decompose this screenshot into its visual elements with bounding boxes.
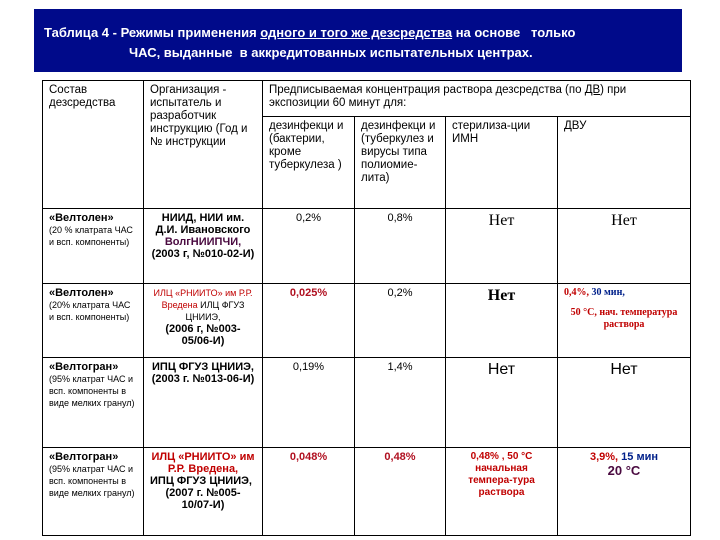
header-disinfection-tb: дезинфекци и (туберкулез и вирусы типа полиомие-лита) [355,117,446,209]
org-text: ИЛЦ «РНИИТО» им Р.Р. Вредена, [151,451,255,475]
value-tb: 1,4% [355,358,446,448]
product-name: «Велтогран» [49,361,119,373]
value-dvu-time: 15 мин [621,451,659,463]
value-tb: 0,8% [355,209,446,284]
value-sterilization: Нет [446,358,558,448]
table-row [43,284,691,358]
value-tb: 0,2% [355,284,446,358]
product-name: «Велтогран» [49,451,119,463]
title-text: Таблица 4 - Режимы применения [44,25,261,40]
regimes-table [42,80,691,536]
header-disinfection-bacteria: дезинфекци и (бактерии, кроме туберкулеза ) [263,117,355,209]
value-dvu: Нет [558,209,691,284]
product-desc: (95% клатрат ЧАС и всп. компоненты в виде мелких гранул) [49,464,135,498]
title-suffix: на основе только [452,25,576,40]
table-row [43,448,691,536]
header-sterilization: стерилиза-ции ИМН [446,117,558,209]
product-name: «Велтолен» [49,212,114,224]
table-row [43,209,691,284]
value-tb: 0,48% [355,448,446,536]
product-desc: (95% клатрат ЧАС и всп. компоненты в виде мелких гранул) [49,374,135,408]
header-organization: Организация - испытатель и разработчик инструкцию (Год и № инструкции [144,81,263,209]
value-dvu-temp: 50 °С, нач. температура раствора [570,307,678,330]
product-desc: (20 % клатрата ЧАС и всп. компоненты) [49,225,133,247]
value-bacteria: 0,19% [263,358,355,448]
org-text: ИПЦ ФГУЗ ЦНИИЭ, [152,361,254,373]
title-line2: ЧАС, выданные в аккредитованных испытательных центрах. [129,45,533,60]
value-bacteria: 0,2% [263,209,355,284]
value-dvu: 0,4%, [564,287,592,298]
org-text-b: ИЛЦ ФГУЗ ЦНИИЭ, [185,300,245,322]
header-dv: ДВ [584,84,601,96]
value-dvu: Нет [558,358,691,448]
value-bacteria: 0,025% [263,284,355,358]
org-text-b: ИПЦ ФГУЗ ЦНИИЭ, [150,475,252,487]
value-bacteria: 0,048% [263,448,355,536]
table-row [43,358,691,448]
org-year: (2007 г. №005-10/07-И) [165,487,241,511]
header-concentration-text: Предписываемая концентрация раствора дезсредства (по [269,84,585,96]
title-underlined: одного и того же дезсредства [260,25,453,40]
header-dvu: ДВУ [558,117,691,209]
value-dvu: 3,9%, [589,451,622,463]
table-title-banner [34,9,682,72]
value-dvu-temp: 20 °С [607,463,641,478]
org-year: (2003 г, №010-02-И) [151,248,255,260]
value-sterilization: Нет [446,209,558,284]
org-text-b: ВолгНИИПЧИ, [164,236,242,248]
product-desc: (20% клатрата ЧАС и всп. компоненты) [49,300,131,322]
value-dvu-time: 30 мин, [591,287,625,298]
product-name: «Велтолен» [49,287,114,299]
value-sterilization: Нет [446,284,558,358]
org-text: НИИД, НИИ им. Д.И. Ивановского [155,212,251,236]
header-concentration-suffix: ) при экспозиции 60 минут для: [269,84,627,109]
org-text: ИЛЦ «РНИИТО» им Р.Р. Вредена [153,288,253,310]
org-year: (2003 г. №013-06-И) [151,373,255,385]
header-concentration [263,81,691,117]
value-sterilization: 0,48% , 50 °С начальная темпера-тура раствора [446,448,558,536]
org-year: (2006 г, №003-05/06-И) [165,323,241,347]
header-composition: Состав дезсредства [43,81,144,209]
